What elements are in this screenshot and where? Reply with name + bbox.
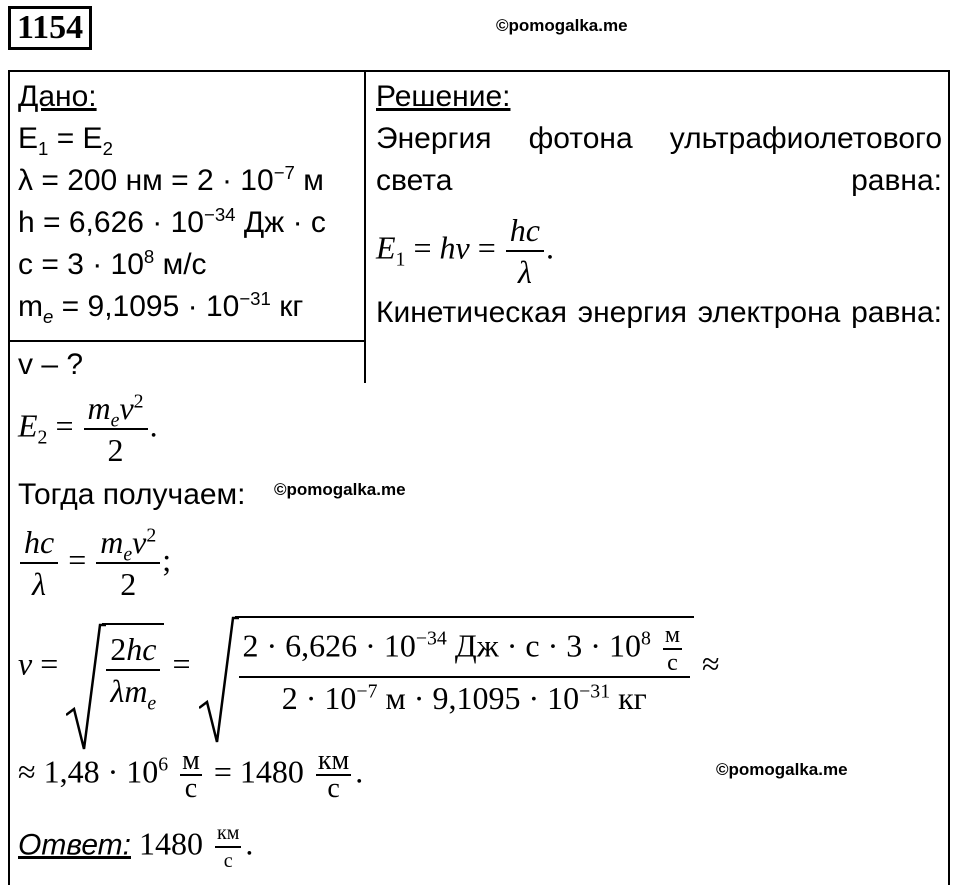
given-planck: $h = 6,626 \cdot 10^{-34}$ Дж · с [18, 204, 326, 239]
table-divider-horizontal [8, 340, 366, 342]
watermark-middle: ©pomogalka.me [274, 480, 406, 499]
sqrt-symbolic: $\frac{2hc}{\lambda m_e}$ [66, 623, 164, 711]
watermark-bottom: ©pomogalka.me [716, 760, 848, 779]
watermark-top: ©pomogalka.me [496, 16, 628, 35]
velocity-result: ≈ $1,48 \cdot 10^6$ м с = 1480 км с . [18, 745, 364, 804]
find-line: v – ? [18, 348, 84, 381]
table-divider-vertical [364, 70, 366, 383]
photon-energy-formula: $E_1 = h\nu$ = $\frac{hc}{\lambda}$ . [376, 212, 554, 290]
answer-label: Ответ: [18, 828, 131, 862]
given-electron-mass: $m_e = 9,1095 \cdot 10^{-31}$ кг [18, 288, 304, 327]
solution-heading: Решение: [376, 80, 511, 113]
kinetic-energy-text: Кинетическая энергия электрона равна: [376, 296, 942, 329]
energy-equation: $\frac{hc}{\lambda}$ = $\frac{m_ev^2}{2}$ ; [18, 522, 171, 604]
given-heading: Дано: [18, 80, 97, 113]
given-section [18, 76, 326, 328]
kinetic-energy-formula: $E_2$ = $\frac{m_ev^2}{2}$ . [18, 390, 158, 468]
then-text: Тогда получаем: [18, 478, 246, 511]
answer-line: Ответ: 1480 км с . [18, 822, 254, 872]
given-wavelength: λ = 200 нм = $2 \cdot 10^{-7}$ м [18, 162, 324, 197]
given-energy-relation: $E_1 = E_2$ [18, 122, 113, 159]
sqrt-numeric: $2 \cdot 6,626 \cdot 10^{-34}$ Дж · $с \cdot 3 \cdot 10^8$ м с $2 \cdot 10^{-7}$ $м \cdot 9,1095 \cdot 10^{-31}$ кг [199, 616, 695, 718]
photon-energy-text: Энергия фотона ультрафиолетового света равна: [376, 122, 942, 197]
answer-value: 1480 [139, 825, 203, 862]
problem-number: 1154 [8, 6, 92, 50]
velocity-formula: v = $\frac{2hc}{\lambda m_e}$ = $2 \cdot 6,626 \cdot 10^{-34}$ Дж · $с \cdot 3 \cdot 10^8$ м с $2 \cdot 10^{-7}$ $м \cdot 9,1095 \cdot 10^{-31}$ кг ≈ [18, 616, 720, 718]
given-light-speed: $c = 3 \cdot 10^8$ м/с [18, 246, 207, 281]
